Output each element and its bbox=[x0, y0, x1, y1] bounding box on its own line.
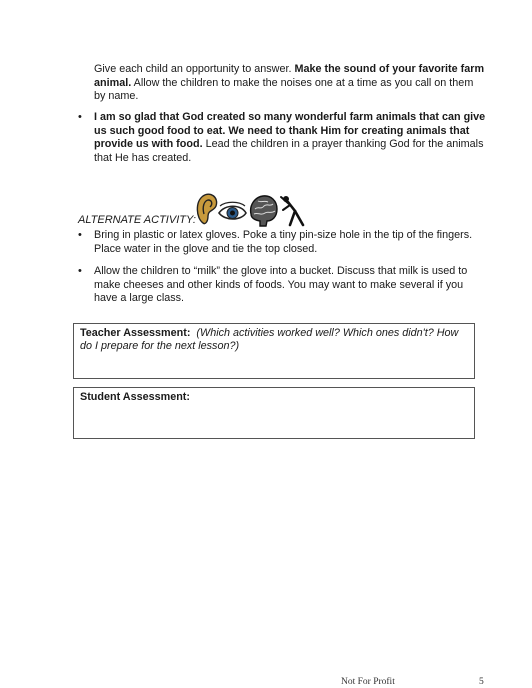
prayer-bullet-item bbox=[78, 111, 488, 165]
prayer-bullet-plain: Lead the children in a prayer thanking God for the animals that He has created. bbox=[94, 138, 484, 164]
prayer-bullet-bold: I am so glad that God created so many wonderful farm animals that can give us such good food to eat. We need to thank Him for creating animals that provide us with food. bbox=[94, 111, 486, 151]
intro-text-2: Allow the children to make the noises one at a time as you call on them by name. bbox=[94, 76, 474, 103]
stretching-person-icon bbox=[281, 196, 303, 225]
glove-bullet-text: Bring in plastic or latex gloves. Poke a tiny pin-size hole in the tip of the fingers. Place water in the glove and tie the top closed. bbox=[94, 229, 473, 255]
intro-bold-text: Make the sound of your favorite farm animal. bbox=[94, 63, 485, 89]
teacher-assessment-box bbox=[73, 323, 475, 379]
bullet-marker: • bbox=[78, 229, 82, 241]
alternate-activity-label: ALTERNATE ACTIVITY: bbox=[78, 214, 196, 226]
teacher-assessment-title: Teacher Assessment: bbox=[80, 327, 191, 339]
brain-icon bbox=[251, 196, 277, 226]
milk-bullet-item bbox=[78, 265, 488, 306]
intro-text-1: Give each child an opportunity to answer. bbox=[94, 63, 295, 75]
footer-label: Not For Profit bbox=[341, 677, 395, 687]
bullet-marker: • bbox=[78, 265, 82, 277]
ear-icon bbox=[197, 194, 216, 223]
student-assessment-header bbox=[74, 388, 474, 404]
student-assessment-title: Student Assessment: bbox=[80, 391, 190, 403]
senses-icons bbox=[193, 192, 311, 228]
teacher-assessment-note: (Which activities worked well? Which ones didn't? How do I prepare for the next lesson?) bbox=[80, 327, 459, 353]
prayer-bullet-text bbox=[94, 111, 488, 165]
eye-icon bbox=[219, 202, 246, 219]
bullet-marker: • bbox=[78, 111, 82, 123]
glove-bullet-item bbox=[78, 229, 488, 256]
teacher-assessment-header bbox=[74, 324, 474, 354]
intro-paragraph bbox=[94, 63, 486, 104]
student-assessment-box bbox=[73, 387, 475, 439]
page-number: 5 bbox=[479, 677, 484, 687]
milk-bullet-text: Allow the children to “milk” the glove into a bucket. Discuss that milk is used to make cheeses and other kinds of foods. You may want to make several if you have a large class. bbox=[94, 265, 468, 305]
